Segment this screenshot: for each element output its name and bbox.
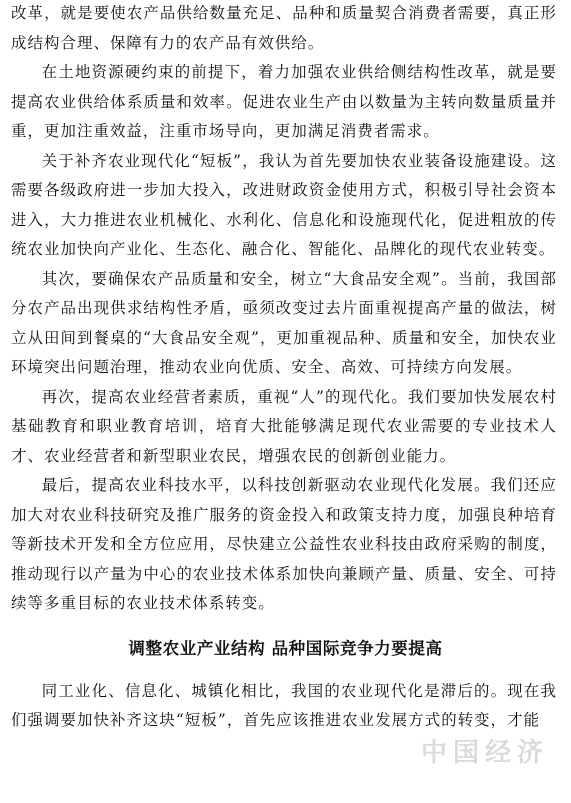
paragraph-5: 再次，提高农业经营者素质，重视“人”的现代化。我们要加快发展农村基础教育和职业教育培训，培育大批能够满足现代农业需要的专业技术人才、农业经营者和新型职业农民，增强农民的创新创业能力。	[11, 387, 557, 465]
paragraph-6: 最后，提高农业科技水平，以科技创新驱动农业现代化发展。我们还应加大对农业科技研究及推广服务的资金投入和政策支持力度，加强良种培育等新技术开发和全方位应用，尽快建立公益性农业科技由政府采购的制度，推动现行以产量为中心的农业技术体系加快向兼顾产量、质量、安全、可持续等多重目标的农业技术体系转变。	[11, 476, 557, 612]
paragraph-7: 同工业化、信息化、城镇化相比，我国的农业现代化是滞后的。现在我们强调要加快补齐这块“短板”，首先应该推进农业发展方式的转变，才能	[11, 681, 557, 729]
paragraph-1: 改革，就是要使农产品供给数量充足、品种和质量契合消费者需要，真正形成结构合理、保障有力的农产品有效供给。	[11, 4, 557, 52]
paragraph-3: 关于补齐农业现代化“短板”，我认为首先要加快农业装备设施建设。这需要各级政府进一步加大投入，改进财政资金使用方式，积极引导社会资本进入，大力推进农业机械化、水利化、信息化和设施现代化，促进粗放的传统农业加快向产业化、生态化、融合化、智能化、品牌化的现代农业转变。	[11, 151, 557, 258]
watermark: 中国经济	[420, 738, 549, 768]
paragraph-4: 其次，要确保农产品质量和安全，树立“大食品安全观”。当前，我国部分农产品出现供求结构性矛盾，亟须改变过去片面重视提高产量的做法，树立从田间到餐桌的“大食品安全观”，更加重视品种、质量和安全，加快农业环境突出问题治理，推动农业向优质、安全、高效、可持续方向发展。	[11, 269, 557, 376]
paragraph-2: 在土地资源硬约束的前提下，着力加强农业供给侧结构性改革，就是要提高农业供给体系质量和效率。促进农业生产由以数量为主转向数量质量并重，更加注重效益，注重市场导向，更加满足消费者需求。	[11, 63, 557, 140]
section-heading: 调整农业产业结构 品种国际竞争力要提高	[128, 638, 443, 658]
